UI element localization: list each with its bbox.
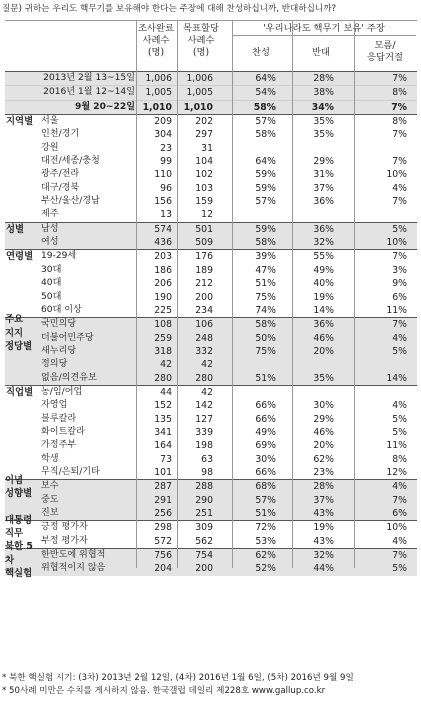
table-row (5, 142, 417, 155)
disagree-pct: 28% (313, 481, 334, 493)
target-count: 202 (195, 116, 213, 128)
target-count: 12 (201, 209, 213, 221)
agree-pct: 64% (255, 156, 276, 168)
disagree-pct: 46% (313, 426, 334, 438)
target-count: 42 (201, 359, 213, 371)
target-count: 280 (195, 372, 213, 384)
disagree-pct: 20% (313, 345, 334, 357)
disagree-pct: 28% (313, 73, 334, 84)
segment-label: 여성 (41, 237, 59, 248)
disagree-pct: 35% (313, 372, 334, 384)
table-row (5, 385, 417, 399)
target-count: 142 (195, 400, 213, 412)
agree-pct: 57% (255, 196, 276, 208)
group-label: 지역별 (6, 116, 34, 128)
agree-pct: 58% (255, 237, 276, 249)
disagree-pct: 38% (313, 87, 334, 99)
table-row (5, 208, 417, 221)
segment-label: 가정주부 (41, 440, 77, 451)
disagree-pct: 29% (313, 156, 334, 168)
unknown-pct: 7% (392, 494, 407, 506)
table-row (5, 304, 417, 317)
survey-count: 225 (154, 304, 172, 316)
survey-count: 44 (160, 386, 172, 398)
header-target-count (180, 23, 222, 59)
agree-pct: 51% (255, 372, 276, 384)
agree-pct: 58% (255, 129, 276, 141)
unknown-pct: 14% (386, 372, 407, 384)
target-count: 339 (195, 426, 213, 438)
target-count: 1,005 (186, 87, 213, 99)
unknown-pct: 7% (392, 251, 407, 263)
agree-pct: 74% (255, 304, 276, 316)
header-target-line2: 사례수 (187, 35, 215, 46)
table-row (5, 101, 417, 115)
target-count: 212 (195, 278, 213, 290)
target-count: 63 (201, 453, 213, 465)
table-row (5, 345, 417, 358)
table-row (5, 115, 417, 128)
survey-count: 164 (154, 440, 172, 452)
unknown-pct: 8% (392, 453, 407, 465)
target-count: 42 (201, 386, 213, 398)
segment-label: 자영업 (41, 400, 68, 411)
table-row (5, 264, 417, 277)
agree-pct: 52% (255, 563, 276, 575)
table-row (5, 426, 417, 439)
segment-label: 진보 (41, 508, 59, 518)
disagree-pct: 29% (313, 413, 334, 425)
table-row (5, 548, 417, 562)
table-row (5, 332, 417, 345)
agree-pct: 66% (255, 400, 276, 412)
disagree-pct: 36% (313, 319, 334, 331)
unknown-pct: 5% (392, 223, 407, 235)
group-label-line: 지지 (5, 327, 24, 339)
segment-label: 제주 (41, 209, 59, 220)
table-row (5, 562, 417, 575)
disagree-pct: 43% (313, 508, 334, 519)
disagree-pct: 35% (313, 116, 334, 128)
column-divider (292, 20, 293, 568)
target-count: 1,010 (183, 101, 213, 113)
agree-pct: 57% (255, 116, 276, 128)
agree-pct: 66% (255, 466, 276, 478)
segment-label: 부산/울산/경남 (41, 196, 100, 207)
survey-count: 1,006 (145, 73, 172, 84)
unknown-pct: 10% (386, 237, 407, 249)
unknown-pct: 4% (392, 481, 407, 493)
target-count: 562 (195, 535, 213, 547)
unknown-pct: 8% (392, 87, 407, 99)
survey-count: 756 (154, 550, 172, 562)
survey-count: 23 (160, 142, 172, 154)
survey-count: 108 (154, 319, 172, 331)
agree-pct: 51% (255, 278, 276, 290)
segment-label: 강원 (41, 142, 59, 153)
group-label-multiline (5, 540, 41, 580)
target-count: 309 (195, 522, 213, 534)
agree-pct: 72% (255, 522, 276, 534)
agree-pct: 39% (255, 251, 276, 263)
survey-count: 259 (154, 332, 172, 344)
target-count: 200 (195, 563, 213, 575)
segment-label: 2013년 2월 13~15일 (43, 73, 135, 83)
header-survey-count (135, 23, 177, 59)
segment-label: 새누리당 (41, 345, 77, 356)
table-body (5, 72, 417, 579)
segment-label: 50대 (41, 291, 62, 302)
target-count: 102 (195, 169, 213, 181)
survey-count: 206 (154, 278, 172, 290)
segment-label: 학생 (41, 453, 59, 464)
survey-count: 73 (160, 453, 172, 465)
disagree-pct: 36% (313, 196, 334, 208)
unknown-pct: 5% (392, 413, 407, 425)
question-text: 질문) 귀하는 우리도 핵무기를 보유해야 한다는 주장에 대해 찬성하십니까, 반대하십니까? (2, 4, 337, 14)
agree-pct: 58% (255, 319, 276, 331)
group-label-multiline (5, 474, 41, 501)
table-row (5, 358, 417, 371)
group-label-line: 대통령 (5, 514, 33, 526)
group-label-multiline (5, 514, 41, 541)
agree-pct: 75% (255, 291, 276, 303)
header-survey-line2: 사례수 (142, 35, 170, 46)
segment-label: 남성 (41, 223, 59, 234)
table-row (5, 222, 417, 236)
segment-label: 대전/세종/충청 (41, 156, 100, 167)
table-row (5, 249, 417, 263)
unknown-pct: 9% (392, 278, 407, 290)
disagree-pct: 49% (313, 264, 334, 276)
unknown-pct: 7% (392, 73, 407, 84)
agree-pct: 64% (255, 73, 276, 84)
table-row (5, 195, 417, 208)
unknown-pct: 7% (392, 550, 407, 562)
disagree-pct: 32% (313, 237, 334, 249)
segment-label: 화이트칼라 (41, 426, 85, 437)
table-row (5, 86, 417, 100)
segment-label: 19-29세 (41, 251, 77, 262)
survey-count: 110 (154, 169, 172, 181)
header-target-line1: 목표할당 (183, 23, 219, 34)
survey-count: 99 (160, 156, 172, 168)
table-row (5, 399, 417, 412)
agree-pct: 59% (255, 169, 276, 181)
target-count: 159 (195, 196, 213, 208)
group-label-line: 북한 5차 (5, 541, 33, 566)
segment-label: 무직/은퇴/기타 (41, 466, 100, 477)
agree-pct: 54% (255, 87, 276, 99)
target-count: 198 (195, 440, 213, 452)
table-row (5, 494, 417, 507)
target-count: 501 (195, 223, 213, 235)
disagree-pct: 19% (313, 522, 334, 534)
disagree-pct: 30% (313, 400, 334, 412)
target-count: 127 (195, 413, 213, 425)
target-count: 189 (195, 264, 213, 276)
target-count: 104 (195, 156, 213, 168)
agree-pct: 59% (255, 223, 276, 235)
agree-pct: 30% (255, 453, 276, 465)
unknown-pct: 4% (392, 400, 407, 412)
survey-count: 1,010 (142, 101, 172, 113)
group-label-line: 직무 (5, 527, 24, 539)
footnote-1: * 북한 핵실험 시기: (3차) 2013년 2월 12일, (4차) 2016년 1월 6일, (5차) 2016년 9월 9일 (2, 673, 354, 683)
table-row (5, 168, 417, 181)
unknown-pct: 5% (392, 426, 407, 438)
table-row (5, 507, 417, 520)
disagree-pct: 19% (313, 291, 334, 303)
survey-count: 156 (154, 196, 172, 208)
disagree-pct: 55% (313, 251, 334, 263)
header-unknown (355, 40, 415, 64)
group-label: 연령별 (6, 251, 34, 263)
group-label-line: 이념 (5, 474, 24, 486)
survey-count: 190 (154, 291, 172, 303)
disagree-pct: 31% (313, 169, 334, 181)
table-row (5, 291, 417, 304)
target-count: 332 (195, 345, 213, 357)
group-label-multiline (5, 313, 41, 353)
target-count: 509 (195, 237, 213, 249)
survey-count: 341 (154, 426, 172, 438)
unknown-pct: 10% (386, 169, 407, 181)
target-count: 297 (195, 129, 213, 141)
survey-count: 574 (154, 223, 172, 235)
footnote-2: * 50사례 미만은 수치를 게시하지 않음. 한국갤럽 데일리 제228호 www.gallup.co.kr (2, 686, 326, 696)
header-disagree: 반대 (312, 47, 330, 58)
survey-count: 287 (154, 481, 172, 493)
segment-label: 2016년 1월 12~14일 (43, 87, 135, 98)
survey-count: 42 (160, 359, 172, 371)
target-count: 754 (195, 550, 213, 562)
agree-pct: 66% (255, 413, 276, 425)
unknown-pct: 4% (392, 332, 407, 344)
unknown-pct: 5% (392, 563, 407, 575)
table-row (5, 128, 417, 141)
target-count: 290 (195, 494, 213, 506)
survey-count: 318 (154, 345, 172, 357)
disagree-pct: 14% (313, 304, 334, 316)
target-count: 98 (201, 466, 213, 478)
agree-pct: 47% (255, 264, 276, 276)
target-count: 248 (195, 332, 213, 344)
target-count: 200 (195, 291, 213, 303)
group-label-line: 주요 (5, 314, 24, 326)
table-row (5, 479, 417, 493)
target-count: 103 (195, 182, 213, 194)
agree-pct: 69% (255, 440, 276, 452)
results-table (5, 20, 417, 579)
segment-label: 더불어민주당 (41, 332, 94, 343)
segment-label: 인천/경기 (41, 129, 80, 140)
target-count: 288 (195, 481, 213, 493)
table-row (5, 182, 417, 195)
table-row (5, 453, 417, 466)
unknown-pct: 7% (391, 101, 407, 113)
segment-label: 9월 20~22일 (75, 101, 135, 112)
survey-count: 101 (154, 466, 172, 478)
column-divider (136, 20, 137, 568)
table-row (5, 72, 417, 86)
segment-label: 블루칼라 (41, 413, 77, 424)
segment-label: 60대 이상 (41, 304, 82, 315)
segment-label: 없음/의견유보 (41, 372, 97, 383)
group-label: 직업별 (6, 386, 34, 398)
survey-count: 152 (154, 400, 172, 412)
agree-pct: 62% (255, 550, 276, 562)
target-count: 31 (201, 142, 213, 154)
column-divider (232, 20, 233, 568)
segment-label: 위협적이지 않음 (41, 563, 106, 574)
disagree-pct: 34% (311, 101, 334, 113)
segment-label: 정의당 (41, 359, 68, 370)
unknown-pct: 5% (392, 345, 407, 357)
survey-count: 13 (160, 209, 172, 221)
unknown-pct: 7% (392, 156, 407, 168)
survey-count: 304 (154, 129, 172, 141)
survey-count: 280 (154, 372, 172, 384)
header-survey-line3: (명) (147, 47, 165, 58)
header-unknown-line1: 모름/ (374, 40, 396, 51)
segment-label: 중도 (41, 494, 59, 505)
table-row (5, 520, 417, 534)
segment-label: 광주/전라 (41, 169, 80, 180)
agree-pct: 53% (255, 535, 276, 547)
disagree-pct: 37% (313, 494, 334, 506)
unknown-pct: 10% (386, 522, 407, 534)
table-row (5, 413, 417, 426)
survey-count: 1,005 (145, 87, 172, 99)
survey-count: 256 (154, 508, 172, 519)
survey-count: 298 (154, 522, 172, 534)
column-divider (354, 20, 355, 568)
target-count: 106 (195, 319, 213, 331)
segment-label: 긍정 평가자 (41, 522, 88, 533)
unknown-pct: 3% (392, 264, 407, 276)
table-row (5, 277, 417, 290)
header-group-title: '우리나라도 핵무기 보유' 주장 (232, 23, 416, 36)
unknown-pct: 7% (392, 319, 407, 331)
unknown-pct: 8% (392, 116, 407, 128)
unknown-pct: 11% (386, 440, 407, 452)
target-count: 234 (195, 304, 213, 316)
header-unknown-line2: 응답거절 (367, 52, 403, 63)
header-target-line3: (명) (192, 47, 210, 58)
segment-label: 서울 (41, 116, 59, 127)
segment-label: 부정 평가자 (41, 535, 88, 546)
disagree-pct: 40% (313, 278, 334, 290)
target-count: 251 (195, 508, 213, 519)
group-label-line: 성향별 (5, 487, 33, 499)
segment-label: 40대 (41, 278, 62, 289)
unknown-pct: 7% (392, 196, 407, 208)
group-label-line: 정당별 (5, 340, 33, 352)
survey-count: 203 (154, 251, 172, 263)
survey-count: 186 (154, 264, 172, 276)
segment-label: 30대 (41, 264, 62, 275)
agree-pct: 75% (255, 345, 276, 357)
disagree-pct: 35% (313, 129, 334, 141)
header-agree: 찬성 (252, 47, 270, 58)
survey-count: 436 (154, 237, 172, 249)
segment-label: 대구/경북 (41, 182, 80, 193)
unknown-pct: 6% (392, 508, 407, 519)
survey-count: 135 (154, 413, 172, 425)
table-row (5, 439, 417, 452)
segment-label: 보수 (41, 481, 59, 492)
group-label-line: 핵실험 (5, 567, 33, 579)
disagree-pct: 62% (313, 453, 334, 465)
table-row (5, 155, 417, 168)
target-count: 1,006 (186, 73, 213, 84)
disagree-pct: 20% (313, 440, 334, 452)
table-row (5, 535, 417, 548)
agree-pct: 59% (255, 182, 276, 194)
agree-pct: 51% (255, 508, 276, 519)
group-label: 성별 (6, 223, 25, 235)
target-count: 176 (195, 251, 213, 263)
segment-label: 한반도에 위협적 (41, 550, 106, 561)
agree-pct: 68% (255, 481, 276, 493)
agree-pct: 57% (255, 494, 276, 506)
agree-pct: 49% (255, 426, 276, 438)
survey-count: 96 (160, 182, 172, 194)
segment-label: 농/임/어업 (41, 386, 83, 397)
disagree-pct: 37% (313, 182, 334, 194)
disagree-pct: 32% (313, 550, 334, 562)
table-row (5, 466, 417, 479)
table-row (5, 236, 417, 249)
survey-count: 204 (154, 563, 172, 575)
disagree-pct: 46% (313, 332, 334, 344)
survey-count: 291 (154, 494, 172, 506)
unknown-pct: 6% (392, 291, 407, 303)
agree-pct: 50% (255, 332, 276, 344)
disagree-pct: 23% (313, 466, 334, 478)
disagree-pct: 43% (313, 535, 334, 547)
disagree-pct: 36% (313, 223, 334, 235)
agree-pct: 58% (253, 101, 276, 113)
unknown-pct: 11% (386, 304, 407, 316)
survey-count: 209 (154, 116, 172, 128)
unknown-pct: 12% (386, 466, 407, 478)
footnotes (2, 672, 420, 698)
unknown-pct: 7% (392, 129, 407, 141)
table-header (5, 20, 417, 72)
segment-label: 국민의당 (41, 319, 77, 330)
survey-count: 572 (154, 535, 172, 547)
header-survey-line1: 조사완료 (138, 23, 174, 34)
unknown-pct: 4% (392, 535, 407, 547)
disagree-pct: 44% (313, 563, 334, 575)
table-row (5, 317, 417, 331)
table-row (5, 372, 417, 385)
unknown-pct: 4% (392, 182, 407, 194)
column-divider (177, 20, 178, 568)
